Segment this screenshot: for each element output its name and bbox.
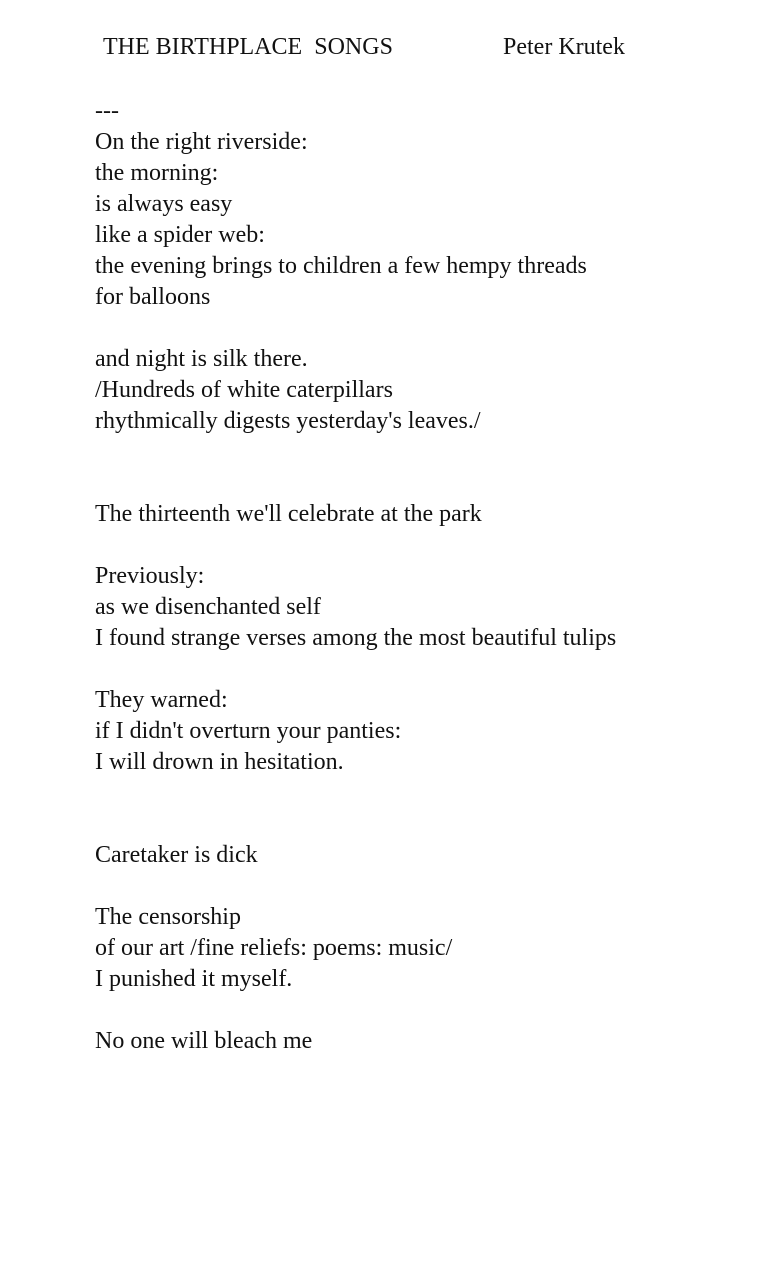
poem-line: of our art /fine reliefs: poems: music/: [95, 935, 453, 961]
poem-line: the evening brings to children a few hempy threads: [95, 253, 587, 279]
poem-line: The censorship: [95, 904, 241, 930]
poem-line: /Hundreds of white caterpillars: [95, 377, 393, 403]
poem-line: for balloons: [95, 284, 211, 310]
stanza-break: [95, 530, 745, 561]
stanza-1: [95, 96, 745, 313]
poem-line: like a spider web:: [95, 222, 265, 248]
stanza-6: [95, 840, 745, 871]
poem-line: rhythmically digests yesterday's leaves./: [95, 408, 481, 434]
stanza-break: [95, 871, 745, 902]
stanza-4: [95, 561, 745, 654]
poem-line: and night is silk there.: [95, 346, 308, 372]
document-header: [103, 34, 663, 66]
section-break: [95, 437, 745, 499]
stanza-5: [95, 685, 745, 778]
poem-line: Caretaker is dick: [95, 842, 258, 868]
poem-line: ---: [95, 98, 119, 124]
poem-line: is always easy: [95, 191, 233, 217]
poem-line: The thirteenth we'll celebrate at the park: [95, 501, 482, 527]
poem-line: as we disenchanted self: [95, 594, 321, 620]
poem-line: I will drown in hesitation.: [95, 749, 344, 775]
stanza-2: [95, 344, 745, 437]
stanza-break: [95, 654, 745, 685]
poem-line: if I didn't overturn your panties:: [95, 718, 402, 744]
poem-line: the morning:: [95, 160, 219, 186]
poem-body: [95, 96, 745, 1057]
stanza-break: [95, 995, 745, 1026]
poem-title: THE BIRTHPLACE SONGS: [103, 34, 393, 60]
poem-line: I punished it myself.: [95, 966, 293, 992]
poem-line: I found strange verses among the most beautiful tulips: [95, 625, 617, 651]
poem-author: Peter Krutek: [503, 34, 625, 60]
poem-line: No one will bleach me: [95, 1028, 313, 1054]
section-break: [95, 778, 745, 840]
stanza-3: [95, 499, 745, 530]
poem-line: On the right riverside:: [95, 129, 308, 155]
stanza-8: [95, 1026, 745, 1057]
poem-line: Previously:: [95, 563, 205, 589]
stanza-7: [95, 902, 745, 995]
poem-line: They warned:: [95, 687, 228, 713]
stanza-break: [95, 313, 745, 344]
